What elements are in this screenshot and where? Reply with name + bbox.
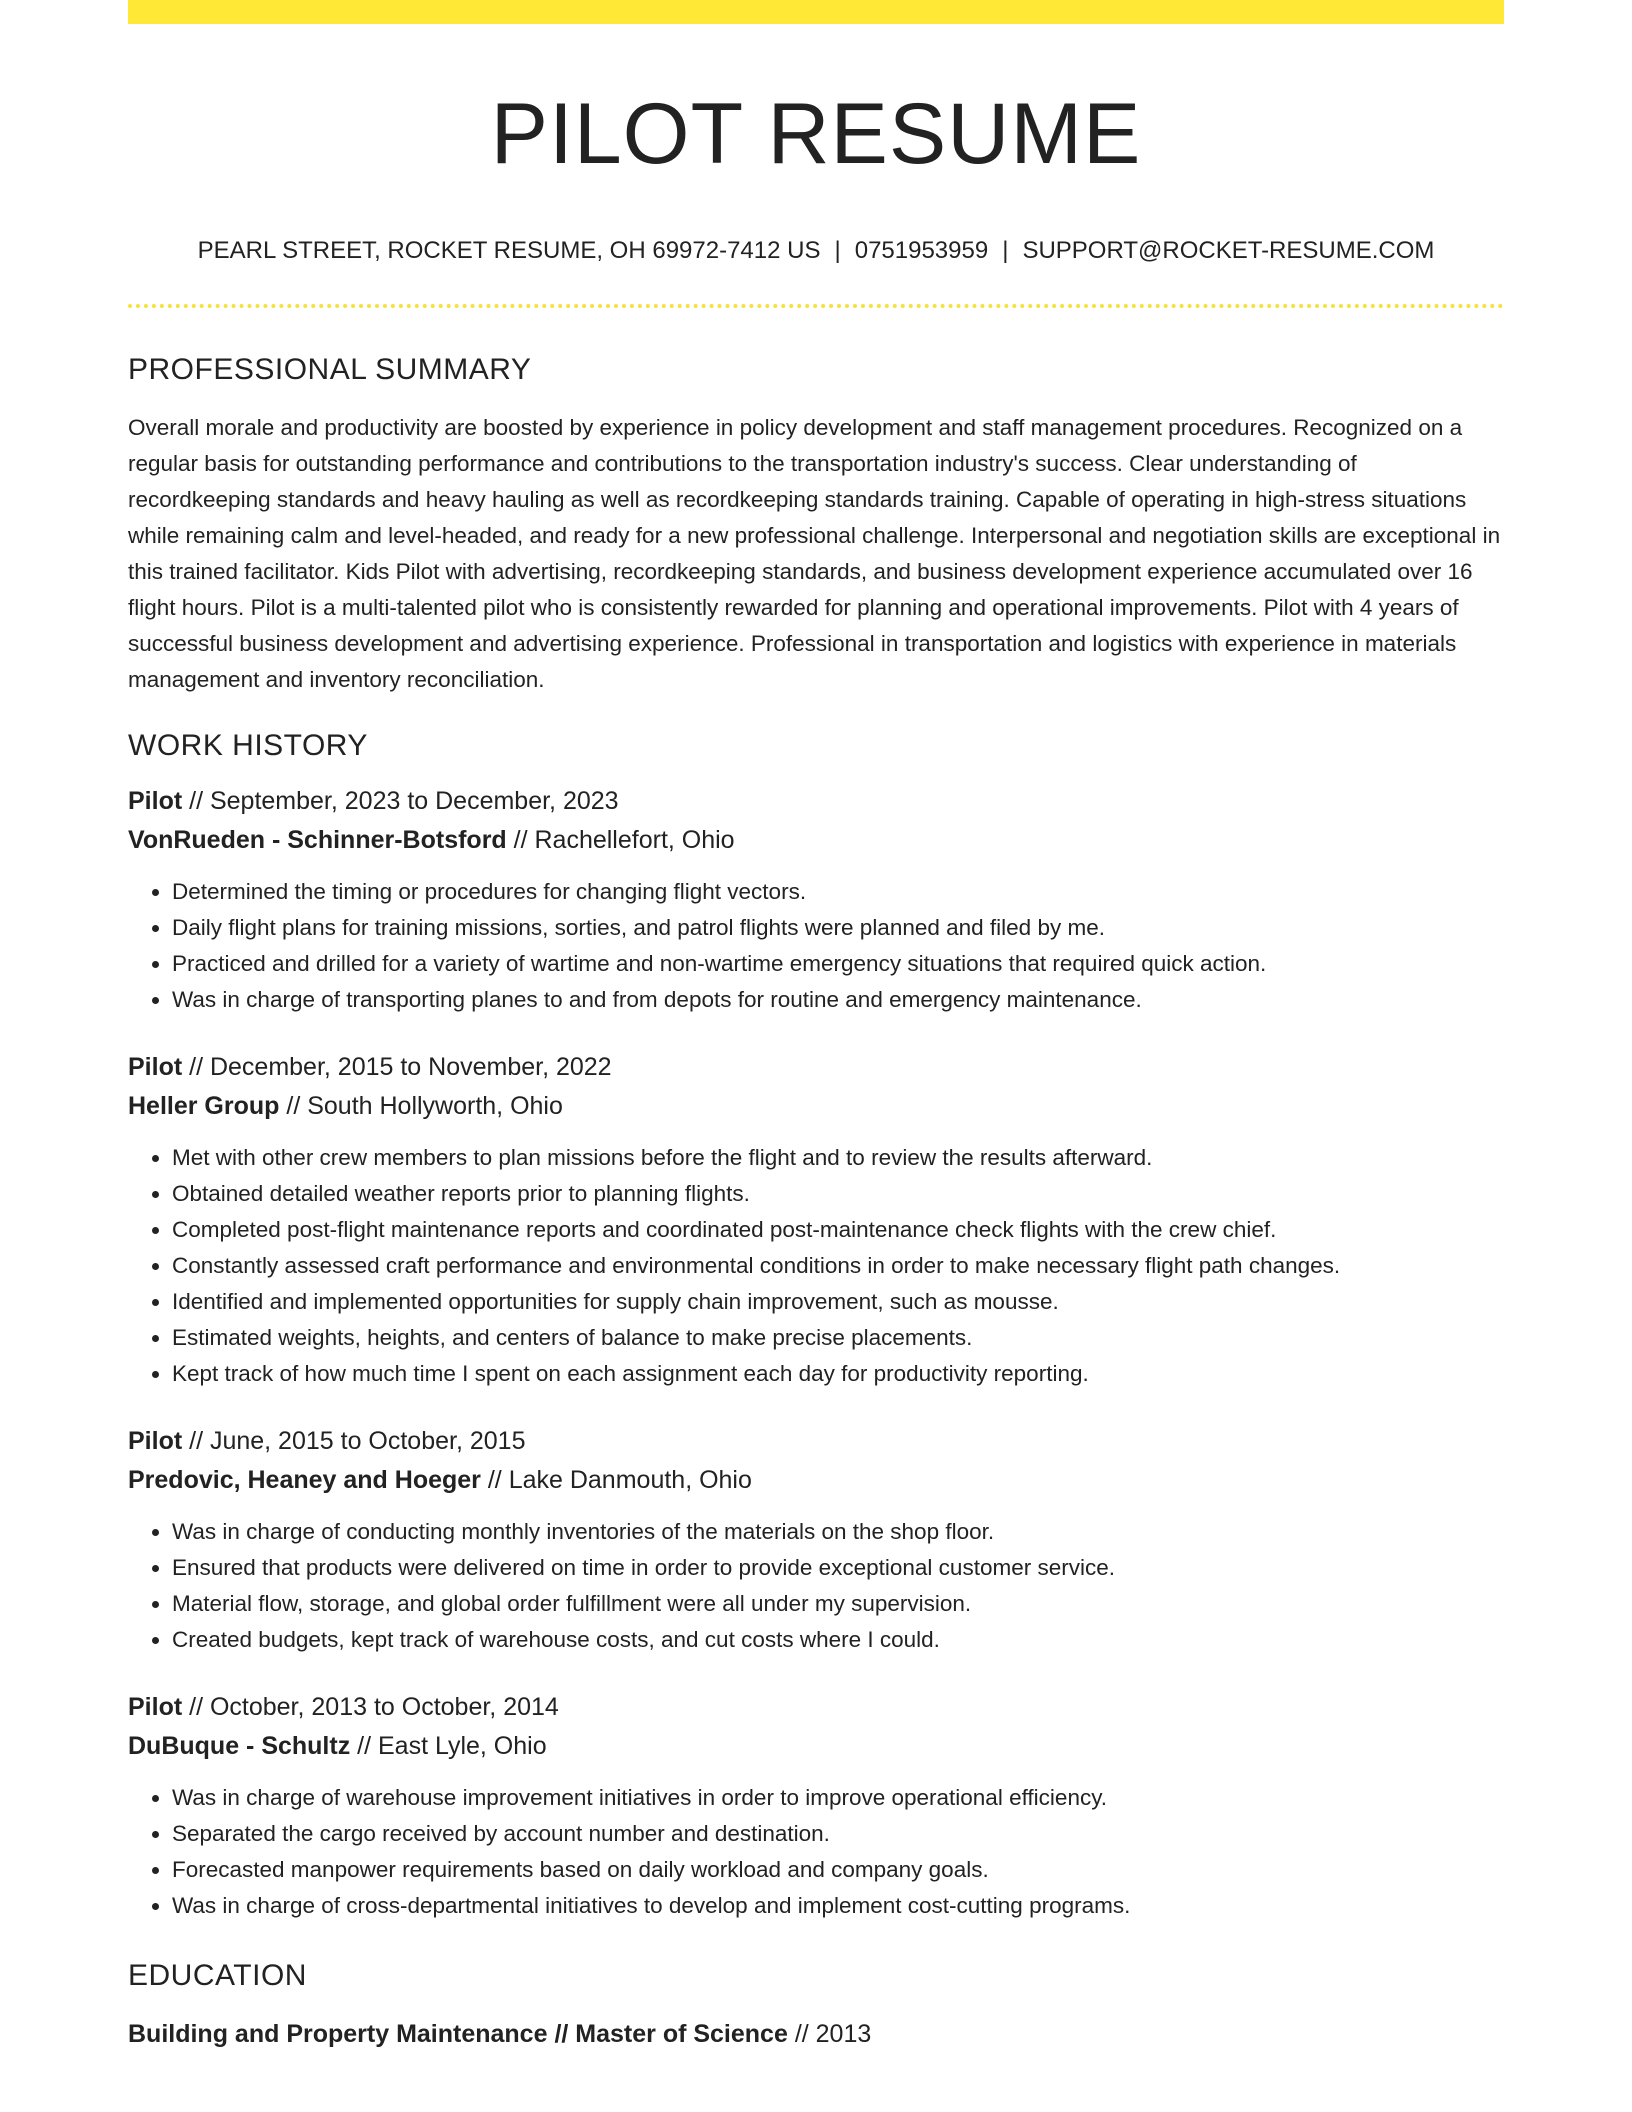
job-dates: // September, 2023 to December, 2023 <box>182 787 619 815</box>
address-text: PEARL STREET, ROCKET RESUME, OH 69972-7412 US <box>197 237 821 264</box>
education-list <box>128 2016 1504 2052</box>
job-company: Predovic, Heaney and Hoeger <box>128 1466 481 1494</box>
job-bullet-list <box>128 1140 1504 1392</box>
job-role: Pilot <box>128 1053 183 1081</box>
job-bullet: • Practiced and drilled for a variety of wartime and non-wartime emergency situations that required quick action. <box>172 946 1504 982</box>
job-bullet: • Daily flight plans for training missions, sorties, and patrol flights were planned and filed by me. <box>172 910 1504 946</box>
job-company-line <box>128 821 1504 860</box>
phone-text: 0751953959 <box>854 237 989 264</box>
job-title-line <box>128 1048 1504 1087</box>
job-location: // Rachellefort, Ohio <box>506 826 735 854</box>
job-bullet: • Was in charge of warehouse improvement initiatives in order to improve operational efficiency. <box>172 1780 1504 1816</box>
job-dates: // October, 2013 to October, 2014 <box>182 1693 559 1721</box>
job-location: // East Lyle, Ohio <box>350 1732 547 1760</box>
job-entry <box>128 782 1504 1018</box>
education-field: Building and Property Maintenance // Master of Science <box>128 2020 788 2048</box>
job-company: Heller Group <box>128 1092 280 1120</box>
job-location: // Lake Danmouth, Ohio <box>480 1466 752 1494</box>
job-bullet: • Material flow, storage, and global order fulfillment were all under my supervision. <box>172 1586 1504 1622</box>
job-company-line <box>128 1087 1504 1126</box>
job-entry <box>128 1422 1504 1658</box>
job-bullet: • Met with other crew members to plan missions before the flight and to review the results afterward. <box>172 1140 1504 1176</box>
summary-heading: PROFESSIONAL SUMMARY <box>128 353 532 386</box>
job-bullet: • Was in charge of cross-departmental initiatives to develop and implement cost-cutting programs. <box>172 1888 1504 1924</box>
contact-line <box>128 236 1504 266</box>
job-bullet: • Kept track of how much time I spent on each assignment each day for productivity reporting. <box>172 1356 1504 1392</box>
job-company-line <box>128 1461 1504 1500</box>
job-company: VonRueden - Schinner-Botsford <box>128 826 507 854</box>
education-heading: EDUCATION <box>128 1959 307 1992</box>
resume-name: PILOT RESUME <box>490 86 1142 182</box>
job-role: Pilot <box>128 1693 183 1721</box>
job-dates: // June, 2015 to October, 2015 <box>182 1427 526 1455</box>
job-company-line <box>128 1727 1504 1766</box>
contact-separator: | <box>1002 237 1009 264</box>
job-entry <box>128 1048 1504 1392</box>
job-location: // South Hollyworth, Ohio <box>279 1092 563 1120</box>
job-role: Pilot <box>128 1427 183 1455</box>
education-entry <box>128 2016 1504 2052</box>
job-bullet: • Completed post-flight maintenance reports and coordinated post-maintenance check flights with the crew chief. <box>172 1212 1504 1248</box>
job-bullet-list <box>128 874 1504 1018</box>
job-bullet: • Identified and implemented opportunities for supply chain improvement, such as mousse. <box>172 1284 1504 1320</box>
resume-page <box>128 0 1504 2052</box>
contact-separator: | <box>834 237 841 264</box>
job-bullet: • Was in charge of conducting monthly inventories of the materials on the shop floor. <box>172 1514 1504 1550</box>
education-year: // 2013 <box>787 2020 872 2048</box>
job-entry <box>128 1688 1504 1924</box>
email-text: SUPPORT@ROCKET-RESUME.COM <box>1022 237 1435 264</box>
job-title-line <box>128 1688 1504 1727</box>
job-bullet: • Was in charge of transporting planes to and from depots for routine and emergency maintenance. <box>172 982 1504 1018</box>
job-bullet: • Created budgets, kept track of warehouse costs, and cut costs where I could. <box>172 1622 1504 1658</box>
job-role: Pilot <box>128 787 183 815</box>
summary-paragraph: Overall morale and productivity are boosted by experience in policy development and staff management procedures. Recognized on a regular basis for outstanding performance and contributions to the transportation industry's success. Clear understanding of recordkeeping standards and heavy hauling as well as recordkeeping standards training. Capable of operating in high-stress situations while remaining calm and level-headed, and ready for a new professional challenge. Interpersonal and negotiation skills are exceptional in this trained facilitator. Kids Pilot with advertising, recordkeeping standards, and business development experience accumulated over 16 flight hours. Pilot is a multi-talented pilot who is consistently rewarded for planning and operational improvements. Pilot with 4 years of successful business development and advertising experience. Professional in transportation and logistics with experience in materials management and inventory reconciliation. <box>128 415 1501 692</box>
header-divider <box>128 304 1504 308</box>
work-history-list <box>128 782 1504 1924</box>
accent-bar <box>128 0 1504 24</box>
job-dates: // December, 2015 to November, 2022 <box>182 1053 612 1081</box>
job-bullet: • Ensured that products were delivered on time in order to provide exceptional customer service. <box>172 1550 1504 1586</box>
work-history-heading: WORK HISTORY <box>128 729 368 762</box>
job-bullet-list <box>128 1514 1504 1658</box>
job-bullet: • Estimated weights, heights, and centers of balance to make precise placements. <box>172 1320 1504 1356</box>
job-title-line <box>128 1422 1504 1461</box>
job-title-line <box>128 782 1504 821</box>
job-bullet-list <box>128 1780 1504 1924</box>
job-bullet: • Separated the cargo received by account number and destination. <box>172 1816 1504 1852</box>
job-bullet: • Constantly assessed craft performance and environmental conditions in order to make necessary flight path changes. <box>172 1248 1504 1284</box>
job-bullet: • Obtained detailed weather reports prior to planning flights. <box>172 1176 1504 1212</box>
job-company: DuBuque - Schultz <box>128 1732 351 1760</box>
job-bullet: • Determined the timing or procedures for changing flight vectors. <box>172 874 1504 910</box>
job-bullet: • Forecasted manpower requirements based on daily workload and company goals. <box>172 1852 1504 1888</box>
